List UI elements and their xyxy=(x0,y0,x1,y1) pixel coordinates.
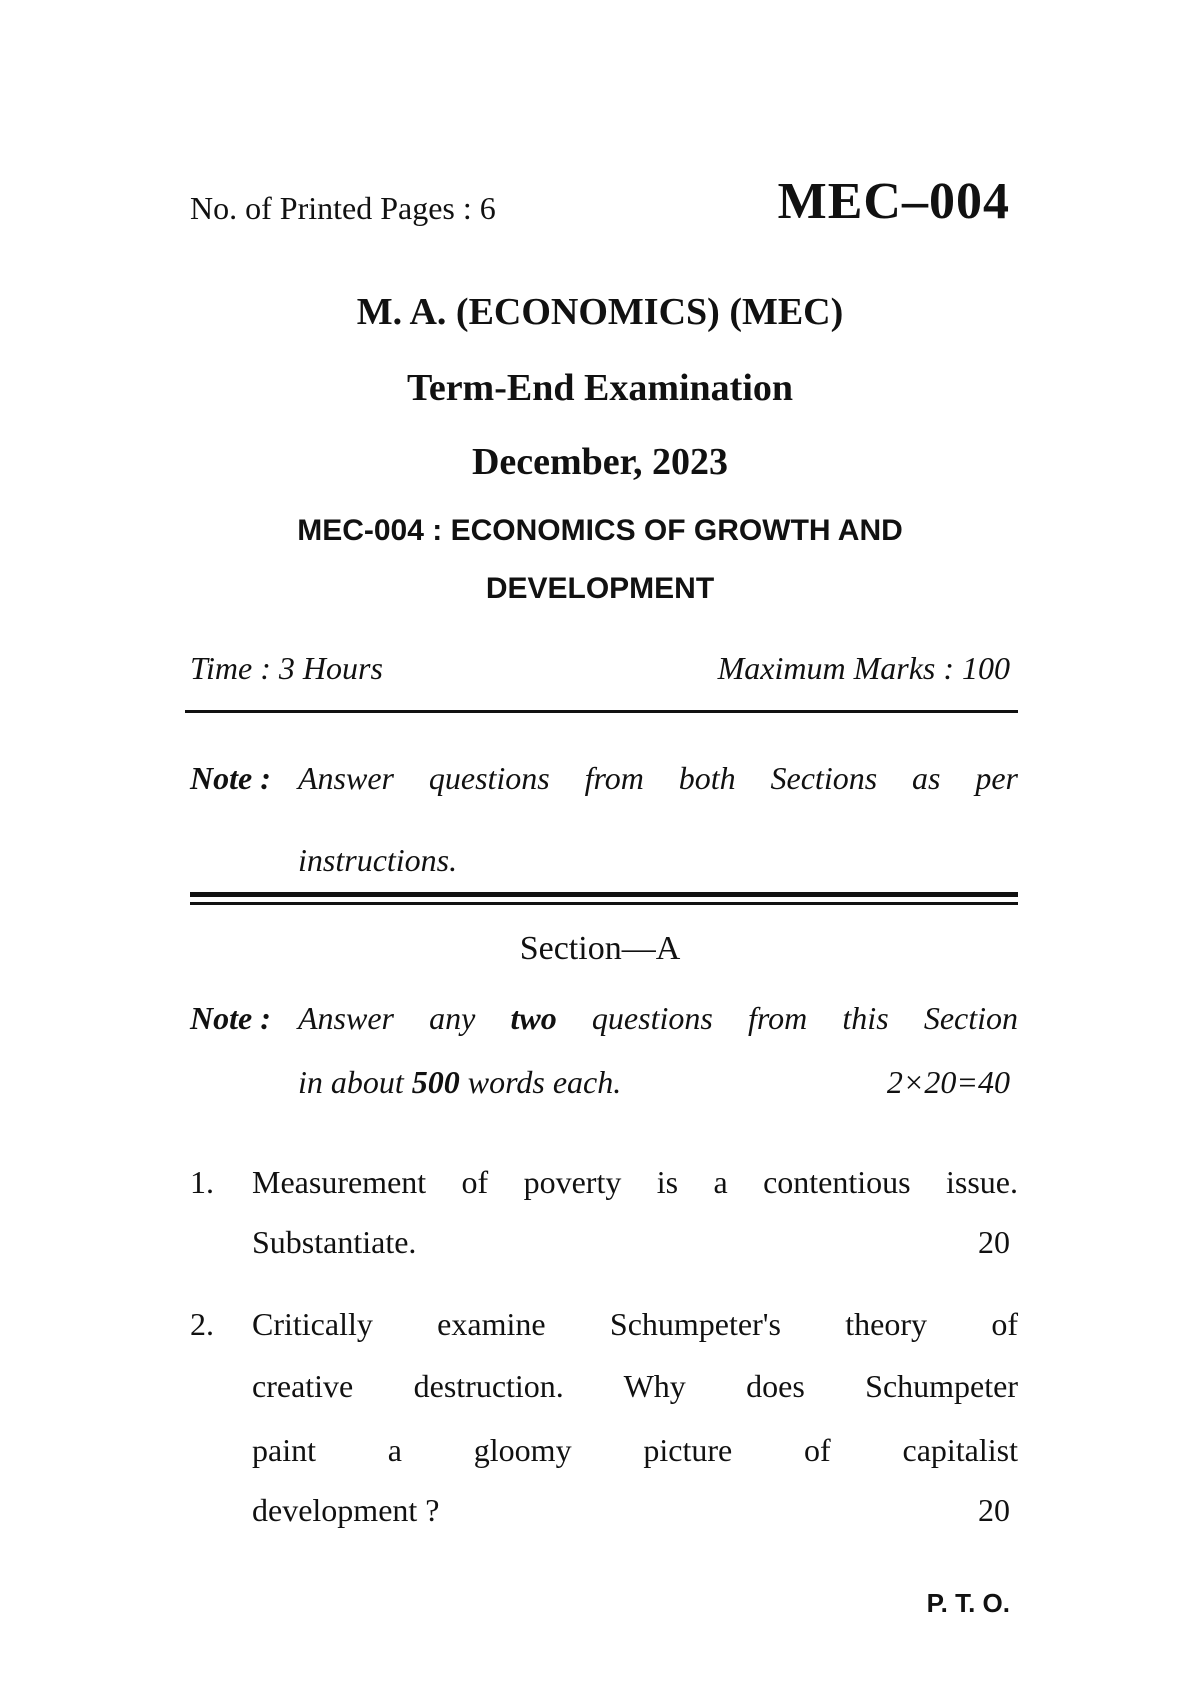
section-note-label: Note : xyxy=(190,1000,271,1036)
maximum-marks: Maximum Marks : 100 xyxy=(717,650,1010,686)
printed-pages-count: No. of Printed Pages : 6 xyxy=(190,190,496,226)
divider-rule xyxy=(185,710,1018,713)
question-marks: 20 xyxy=(978,1224,1010,1260)
double-divider-top xyxy=(190,892,1018,897)
section-note-text: in about xyxy=(298,1064,412,1100)
question-text-line: Substantiate. xyxy=(252,1224,417,1260)
section-a-title: Section—A xyxy=(519,930,681,967)
program-title: M. A. (ECONOMICS) (MEC) xyxy=(356,291,844,333)
question-text-line: creative destruction. Why does Schumpeter xyxy=(252,1368,1018,1404)
general-note-label: Note : xyxy=(190,760,271,796)
course-title-line-1: MEC-004 : ECONOMICS OF GROWTH AND xyxy=(297,514,903,547)
please-turn-over: P. T. O. xyxy=(926,1588,1010,1618)
exam-date: December, 2023 xyxy=(471,441,729,483)
general-note-line-1: Answer questions from both Sections as per xyxy=(298,760,1018,796)
section-note-text: questions from this Section xyxy=(556,1000,1018,1036)
question-text-line: Critically examine Schumpeter's theory of xyxy=(252,1306,1018,1342)
question-text-line: development ? xyxy=(252,1492,440,1528)
section-note-text: words each. xyxy=(459,1064,622,1100)
section-note-line-2 xyxy=(298,1064,621,1101)
course-title-line-2: DEVELOPMENT xyxy=(485,572,715,605)
question-marks: 20 xyxy=(978,1492,1010,1528)
section-note-emphasis: two xyxy=(510,1000,557,1036)
time-allowed: Time : 3 Hours xyxy=(190,650,383,686)
section-note-emphasis: 500 xyxy=(411,1064,460,1100)
section-marks: 2×20=40 xyxy=(886,1064,1010,1100)
question-text-line: paint a gloomy picture of capitalist xyxy=(252,1432,1018,1468)
general-note-line-2: instructions. xyxy=(298,842,458,878)
question-number: 1. xyxy=(190,1164,214,1200)
double-divider-bottom xyxy=(190,902,1018,905)
question-text-line: Measurement of poverty is a contentious issue. xyxy=(252,1164,1018,1200)
question-number: 2. xyxy=(190,1306,214,1342)
exam-title: Term-End Examination xyxy=(406,367,794,409)
section-note-line-1 xyxy=(298,1000,1018,1037)
course-code: MEC–004 xyxy=(777,173,1010,230)
section-note-text: Answer any xyxy=(298,1000,511,1036)
